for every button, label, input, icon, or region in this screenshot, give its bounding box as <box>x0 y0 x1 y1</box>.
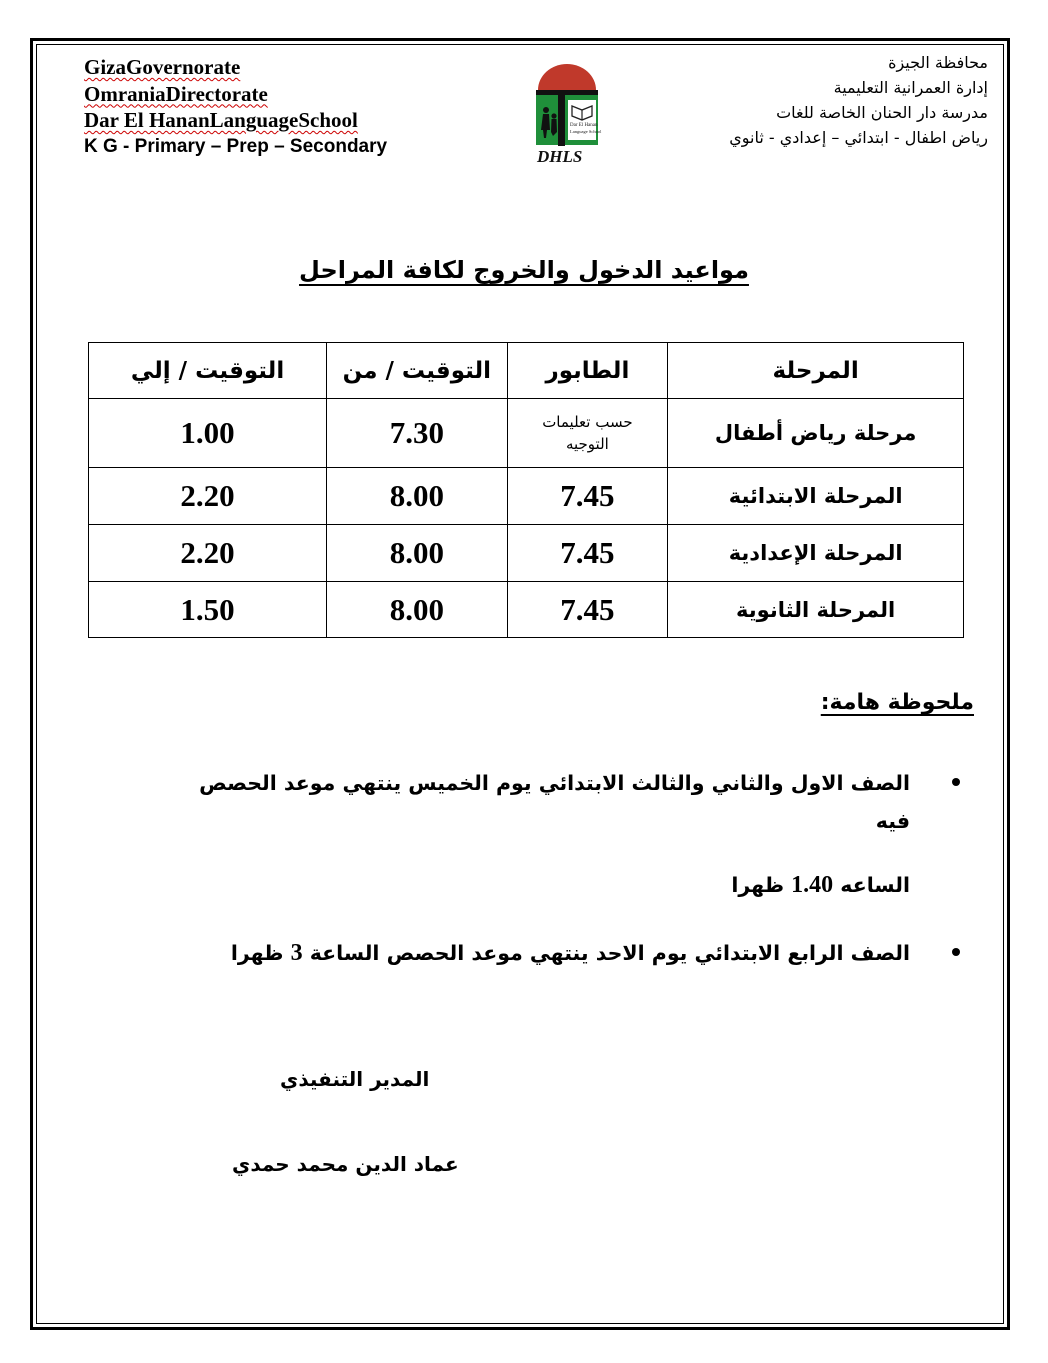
to-cell: 2.20 <box>89 468 327 525</box>
stage-cell: المرحلة الثانوية <box>668 582 964 638</box>
to-cell: 1.50 <box>89 582 327 638</box>
from-cell: 7.30 <box>327 399 507 468</box>
header-arabic <box>729 50 988 150</box>
bullet-dot-icon <box>952 778 960 786</box>
directorate-ar: إدارة العمرانية التعليمية <box>833 78 988 97</box>
svg-text:Language School: Language School <box>570 129 602 134</box>
from-cell: 8.00 <box>327 525 507 582</box>
line-cell: 7.45 <box>507 582 668 638</box>
page-border-inner <box>36 44 1004 1324</box>
line-cell <box>507 399 668 468</box>
to-cell: 1.00 <box>89 399 327 468</box>
directorate-en: OmraniaDirectorate <box>84 81 268 106</box>
header-english <box>84 54 387 160</box>
stage-cell: مرحلة رياض أطفال <box>668 399 964 468</box>
page-title: مواعيد الدخول والخروج لكافة المراحل <box>299 256 749 284</box>
line-note: حسب تعليمات التوجيه <box>542 413 633 453</box>
table-row <box>89 582 964 638</box>
note-2-text: الصف الرابع الابتدائي يوم الاحد ينتهي موعد الحصص الساعة 3 ظهرا <box>230 940 910 966</box>
stage-cell: المرحلة الإعدادية <box>668 525 964 582</box>
school-name-ar: مدرسة دار الحنان الخاصة للغات <box>776 103 988 122</box>
stages-ar: رياض اطفال - ابتدائي – إعدادي - ثانوي <box>729 128 988 147</box>
col-header-stage: المرحلة <box>668 343 964 399</box>
schedule-table <box>88 342 964 638</box>
note-1-line-1: الصف الاول والثاني والثالث الابتدائي يوم الخميس ينتهي موعد الحصص فيه <box>199 771 910 833</box>
list-item <box>170 934 960 972</box>
governorate-en: GizaGovernorate <box>84 55 241 79</box>
table-row <box>89 399 964 468</box>
school-logo-icon <box>532 64 602 168</box>
note-list <box>170 764 960 972</box>
svg-text:Dar El Hanan: Dar El Hanan <box>570 123 598 128</box>
signature-name: عماد الدين محمد حمدي <box>232 1152 459 1176</box>
signature-role: المدير التنفيذي <box>280 1067 430 1091</box>
list-item <box>170 764 960 904</box>
from-cell: 8.00 <box>327 582 507 638</box>
bullet-dot-icon <box>952 948 960 956</box>
col-header-to: التوقيت / إلي <box>89 343 327 399</box>
stages-en: K G - Primary – Prep – Secondary <box>84 135 388 157</box>
note-title: ملحوظة هامة: <box>820 690 974 715</box>
col-header-from: التوقيت / من <box>327 343 507 399</box>
table-header-row <box>89 343 964 399</box>
governorate-ar: محافظة الجيزة <box>888 53 988 72</box>
school-name-en: Dar El HananLanguageSchool <box>84 108 358 132</box>
table-row <box>89 525 964 582</box>
col-header-line: الطابور <box>507 343 668 399</box>
logo-text: DHLS <box>537 147 583 166</box>
from-cell: 8.00 <box>327 468 507 525</box>
stage-cell: المرحلة الابتدائية <box>668 468 964 525</box>
line-cell: 7.45 <box>507 468 668 525</box>
line-cell: 7.45 <box>507 525 668 582</box>
note-1-line-2: الساعه 1.40 ظهرا <box>731 872 910 898</box>
to-cell: 2.20 <box>89 525 327 582</box>
table-row <box>89 468 964 525</box>
